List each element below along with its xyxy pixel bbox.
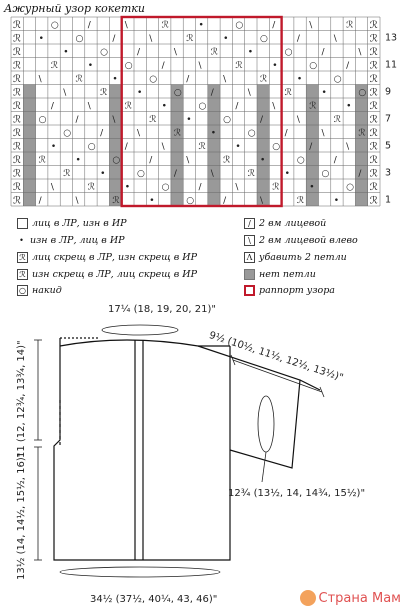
- backslash-symbol-icon: \: [244, 235, 255, 246]
- twist-stitch-symbol: ℛ: [369, 182, 378, 193]
- legend-label: раппорт узора: [259, 285, 335, 296]
- stitch-symbol: \: [309, 20, 313, 31]
- stitch-symbol: •: [63, 47, 69, 58]
- twist-stitch-symbol: ℛ: [369, 33, 378, 45]
- stitch-symbol: /: [38, 196, 42, 206]
- stitch-symbol: •: [149, 196, 155, 206]
- sleeve-length-label: 9½ (10½, 11½, 12½, 13½)": [207, 330, 345, 384]
- stitch-symbol: ℛ: [260, 74, 268, 85]
- stitch-symbol: ℛ: [358, 128, 366, 139]
- twist-stitch-symbol: ℛ: [369, 141, 378, 153]
- stitch-symbol: •: [321, 88, 327, 98]
- stitch-symbol: /: [210, 88, 214, 98]
- legend-label: изн скрещ в ЛР, лиц скрещ в ИР: [32, 269, 197, 280]
- stitch-symbol: /: [161, 61, 165, 71]
- stitch-symbol: •: [161, 101, 167, 112]
- stitch-symbol: •: [284, 169, 290, 179]
- stitch-symbol: ○: [186, 196, 195, 206]
- stitch-symbol: ○: [75, 34, 84, 44]
- row-number: 11: [385, 59, 398, 71]
- stitch-symbol: /: [284, 128, 288, 139]
- stitch-symbol: ○: [333, 74, 342, 85]
- twist-purl-symbol-icon: ℛ: [17, 269, 28, 280]
- stitch-symbol: \: [112, 115, 116, 125]
- stitch-symbol: \: [87, 101, 91, 112]
- lambda-symbol-icon: Λ: [244, 252, 255, 263]
- stitch-symbol: •: [223, 34, 229, 44]
- stitch-symbol: /: [100, 128, 104, 139]
- stitch-symbol: \: [346, 142, 350, 152]
- twist-stitch-symbol: ℛ: [369, 128, 378, 139]
- top-width-label: 17¼ (18, 19, 20, 21)": [108, 304, 216, 315]
- stitch-symbol: /: [309, 142, 313, 152]
- legend-label: 2 вм лицевой: [259, 218, 327, 229]
- stitch-symbol: ○: [346, 182, 354, 193]
- stitch-symbol: ℛ: [272, 182, 280, 193]
- stitch-symbol: /: [186, 74, 190, 85]
- stitch-symbol: \: [137, 128, 141, 139]
- stitch-symbol: \: [260, 196, 264, 206]
- stitch-symbol: /: [75, 115, 79, 125]
- bottom-width-arrow: [60, 567, 220, 577]
- circle-symbol-icon: ○: [17, 285, 28, 296]
- stitch-symbol: ℛ: [161, 20, 169, 31]
- twist-stitch-symbol: ℛ: [13, 33, 21, 45]
- stitch-symbol: \: [186, 155, 190, 166]
- stitch-symbol: ℛ: [149, 115, 157, 125]
- stitch-symbol: ℛ: [186, 34, 194, 44]
- legend-label: лиц в ЛР, изн в ИР: [32, 218, 127, 229]
- stitch-symbol: ○: [63, 128, 72, 139]
- watermark-text: Страна Мам: [318, 590, 401, 606]
- stitch-symbol: \: [358, 47, 362, 58]
- stitch-symbol: ○: [149, 74, 158, 85]
- stitch-symbol: •: [186, 115, 192, 125]
- stitch-symbol: /: [260, 115, 264, 125]
- stitch-symbol: ℛ: [50, 61, 59, 71]
- yoke-outline: [60, 340, 198, 346]
- stitch-symbol: •: [235, 142, 241, 152]
- stitch-symbol: ℛ: [100, 88, 108, 98]
- stitch-symbol: ℛ: [112, 196, 120, 206]
- twist-stitch-symbol: ℛ: [13, 101, 21, 112]
- stitch-symbol: /: [235, 101, 239, 112]
- stitch-symbol: •: [75, 155, 81, 166]
- stitch-symbol: ℛ: [247, 169, 255, 179]
- stitch-symbol: •: [333, 196, 340, 206]
- stitch-symbol: /: [198, 182, 202, 193]
- stitch-symbol: /: [272, 20, 276, 31]
- row-number: 7: [385, 113, 392, 125]
- stitch-symbol: ℛ: [124, 101, 132, 112]
- twist-stitch-symbol: ℛ: [13, 74, 21, 85]
- stitch-symbol: ○: [260, 34, 268, 44]
- stitch-symbol: •: [112, 74, 118, 85]
- stitch-symbol: /: [137, 47, 141, 58]
- twist-stitch-symbol: ℛ: [369, 20, 378, 31]
- twist-stitch-symbol: ℛ: [369, 155, 378, 166]
- stitch-symbol: ○: [223, 115, 231, 125]
- stitch-symbol: ℛ: [198, 142, 206, 152]
- stitch-symbol: •: [260, 155, 266, 166]
- stitch-symbol: ○: [284, 47, 293, 58]
- stitch-symbol: /: [112, 34, 116, 44]
- stitch-symbol: /: [124, 142, 128, 152]
- stitch-symbol: \: [321, 128, 325, 139]
- stitch-symbol: \: [210, 169, 214, 179]
- twist-stitch-symbol: ℛ: [369, 60, 378, 72]
- stitch-symbol: /: [321, 47, 325, 58]
- stitch-symbol: ℛ: [75, 74, 83, 85]
- twist-stitch-symbol: ℛ: [13, 87, 21, 99]
- stitch-symbol: ○: [321, 169, 330, 179]
- stitch-symbol: ○: [161, 182, 170, 193]
- stitch-symbol: ○: [272, 142, 281, 152]
- stitch-symbol: •: [247, 47, 254, 58]
- stitch-symbol: •: [198, 20, 204, 31]
- twist-stitch-symbol: ℛ: [369, 74, 378, 85]
- stitch-symbol: \: [247, 88, 251, 98]
- stitch-symbol: /: [173, 169, 177, 179]
- stitch-symbol: \: [198, 61, 202, 71]
- stitch-symbol: \: [149, 34, 153, 44]
- twist-stitch-symbol: ℛ: [369, 101, 378, 112]
- stitch-symbol: ○: [137, 169, 145, 179]
- stitch-symbol: \: [124, 20, 128, 31]
- stitch-symbol: /: [333, 155, 337, 166]
- stitch-symbol: ℛ: [284, 88, 292, 98]
- twist-stitch-symbol: ℛ: [13, 47, 21, 58]
- stitch-symbol: ℛ: [87, 182, 95, 193]
- stitch-symbol: \: [75, 196, 79, 206]
- row-number: 3: [385, 167, 392, 179]
- row-number: 9: [385, 86, 392, 98]
- stitch-symbol: \: [235, 182, 239, 193]
- stitch-symbol: ℛ: [63, 169, 71, 179]
- row-number: 5: [385, 140, 392, 152]
- twist-stitch-symbol: ℛ: [13, 141, 21, 153]
- stitch-symbol: ○: [247, 128, 256, 139]
- twist-stitch-symbol: ℛ: [13, 182, 21, 193]
- row-number: 1: [385, 194, 392, 206]
- stitch-symbol: \: [333, 34, 337, 44]
- twist-stitch-symbol: ℛ: [369, 114, 378, 126]
- legend-label: 2 вм лицевой влево: [259, 235, 358, 246]
- sleeve-circ-arrow: [258, 396, 274, 452]
- stitch-symbol: ℛ: [346, 20, 354, 31]
- twist-stitch-symbol: ℛ: [13, 128, 21, 139]
- stitch-symbol: ○: [100, 47, 108, 58]
- dot-symbol-icon: •: [17, 236, 26, 245]
- legend-label: накид: [32, 285, 62, 296]
- stitch-symbol: ○: [50, 20, 59, 31]
- stitch-symbol: ℛ: [309, 101, 317, 112]
- stitch-symbol: ○: [296, 155, 305, 166]
- twist-stitch-symbol: ℛ: [369, 168, 378, 180]
- stitch-symbol: \: [63, 88, 67, 98]
- sleeve-circ-label: 12¾ (13½, 14, 14¾, 15½)": [228, 488, 366, 499]
- stitch-symbol: •: [210, 128, 217, 139]
- stitch-symbol: \: [296, 115, 300, 125]
- stitch-symbol: \: [173, 47, 177, 58]
- twist-symbol-icon: ℛ: [17, 252, 28, 263]
- twist-stitch-symbol: ℛ: [369, 87, 378, 99]
- stitch-symbol: •: [296, 74, 303, 85]
- stitch-symbol: ℛ: [173, 128, 182, 139]
- stitch-symbol: \: [161, 142, 165, 152]
- stitch-symbol: \: [50, 182, 54, 193]
- stitch-symbol: /: [223, 196, 227, 206]
- chart-title: Ажурный узор кокетки: [4, 2, 145, 15]
- stitch-symbol: ○: [198, 101, 207, 112]
- top-width-arrow: [102, 325, 178, 335]
- body-outline: [54, 338, 230, 560]
- stitch-symbol: ○: [235, 20, 244, 31]
- twist-stitch-symbol: ℛ: [13, 168, 21, 180]
- stitch-symbol: ℛ: [223, 155, 231, 166]
- stitch-symbol: •: [346, 101, 352, 112]
- bottom-width-label: 34½ (37½, 40¼, 43, 46)": [90, 594, 218, 605]
- stitch-symbol: /: [149, 155, 153, 166]
- legend-label: изн в ЛР, лиц в ИР: [30, 235, 125, 246]
- stitch-symbol: ○: [173, 88, 182, 98]
- site-logo-icon: [300, 590, 316, 606]
- twist-stitch-symbol: ℛ: [13, 60, 21, 72]
- stitch-symbol: ○: [309, 61, 318, 71]
- body-length-label: 13½ (14, 14½, 15½, 16)": [16, 452, 27, 580]
- stitch-symbol: /: [296, 34, 300, 44]
- stitch-symbol: /: [50, 101, 54, 112]
- stitch-symbol: •: [87, 61, 94, 71]
- stitch-symbol: ℛ: [235, 61, 243, 71]
- twist-stitch-symbol: ℛ: [369, 47, 378, 58]
- stitch-symbol: ℛ: [38, 155, 46, 166]
- stitch-symbol: •: [100, 169, 106, 179]
- watermark: [300, 590, 401, 606]
- stitch-symbol: •: [137, 88, 143, 98]
- row-number: 13: [385, 32, 398, 44]
- stitch-symbol: •: [124, 182, 131, 193]
- legend-label: лиц скрещ в ЛР, изн скрещ в ИР: [32, 252, 197, 263]
- twist-stitch-symbol: ℛ: [13, 195, 21, 207]
- stitch-symbol: ℛ: [210, 47, 218, 58]
- stitch-symbol: •: [50, 142, 57, 152]
- stitch-symbol: •: [272, 61, 278, 71]
- legend-label: нет петли: [259, 269, 316, 280]
- stitch-symbol: ○: [124, 61, 133, 71]
- stitch-symbol: \: [38, 74, 42, 85]
- stitch-symbol: \: [223, 74, 227, 85]
- twist-stitch-symbol: ℛ: [369, 195, 378, 207]
- slash-symbol-icon: /: [244, 218, 255, 229]
- twist-stitch-symbol: ℛ: [13, 155, 21, 166]
- stitch-symbol: •: [38, 34, 44, 44]
- stitch-symbol: ℛ: [333, 115, 341, 125]
- armhole-label: 11 (12, 12¾, 13¾, 14)": [16, 340, 27, 458]
- twist-stitch-symbol: ℛ: [13, 114, 21, 126]
- stitch-symbol: ○: [112, 155, 121, 166]
- stitch-symbol: ○: [87, 142, 96, 152]
- twist-stitch-symbol: ℛ: [13, 20, 21, 31]
- stitch-symbol: /: [346, 61, 350, 71]
- stitch-symbol: •: [309, 182, 315, 193]
- legend-label: убавить 2 петли: [259, 252, 347, 263]
- stitch-symbol: /: [358, 169, 362, 179]
- stitch-symbol: ○: [358, 88, 367, 98]
- stitch-symbol: \: [272, 101, 276, 112]
- stitch-symbol: ℛ: [296, 196, 305, 206]
- stitch-symbol: /: [87, 20, 91, 31]
- stitch-symbol: ○: [38, 115, 47, 125]
